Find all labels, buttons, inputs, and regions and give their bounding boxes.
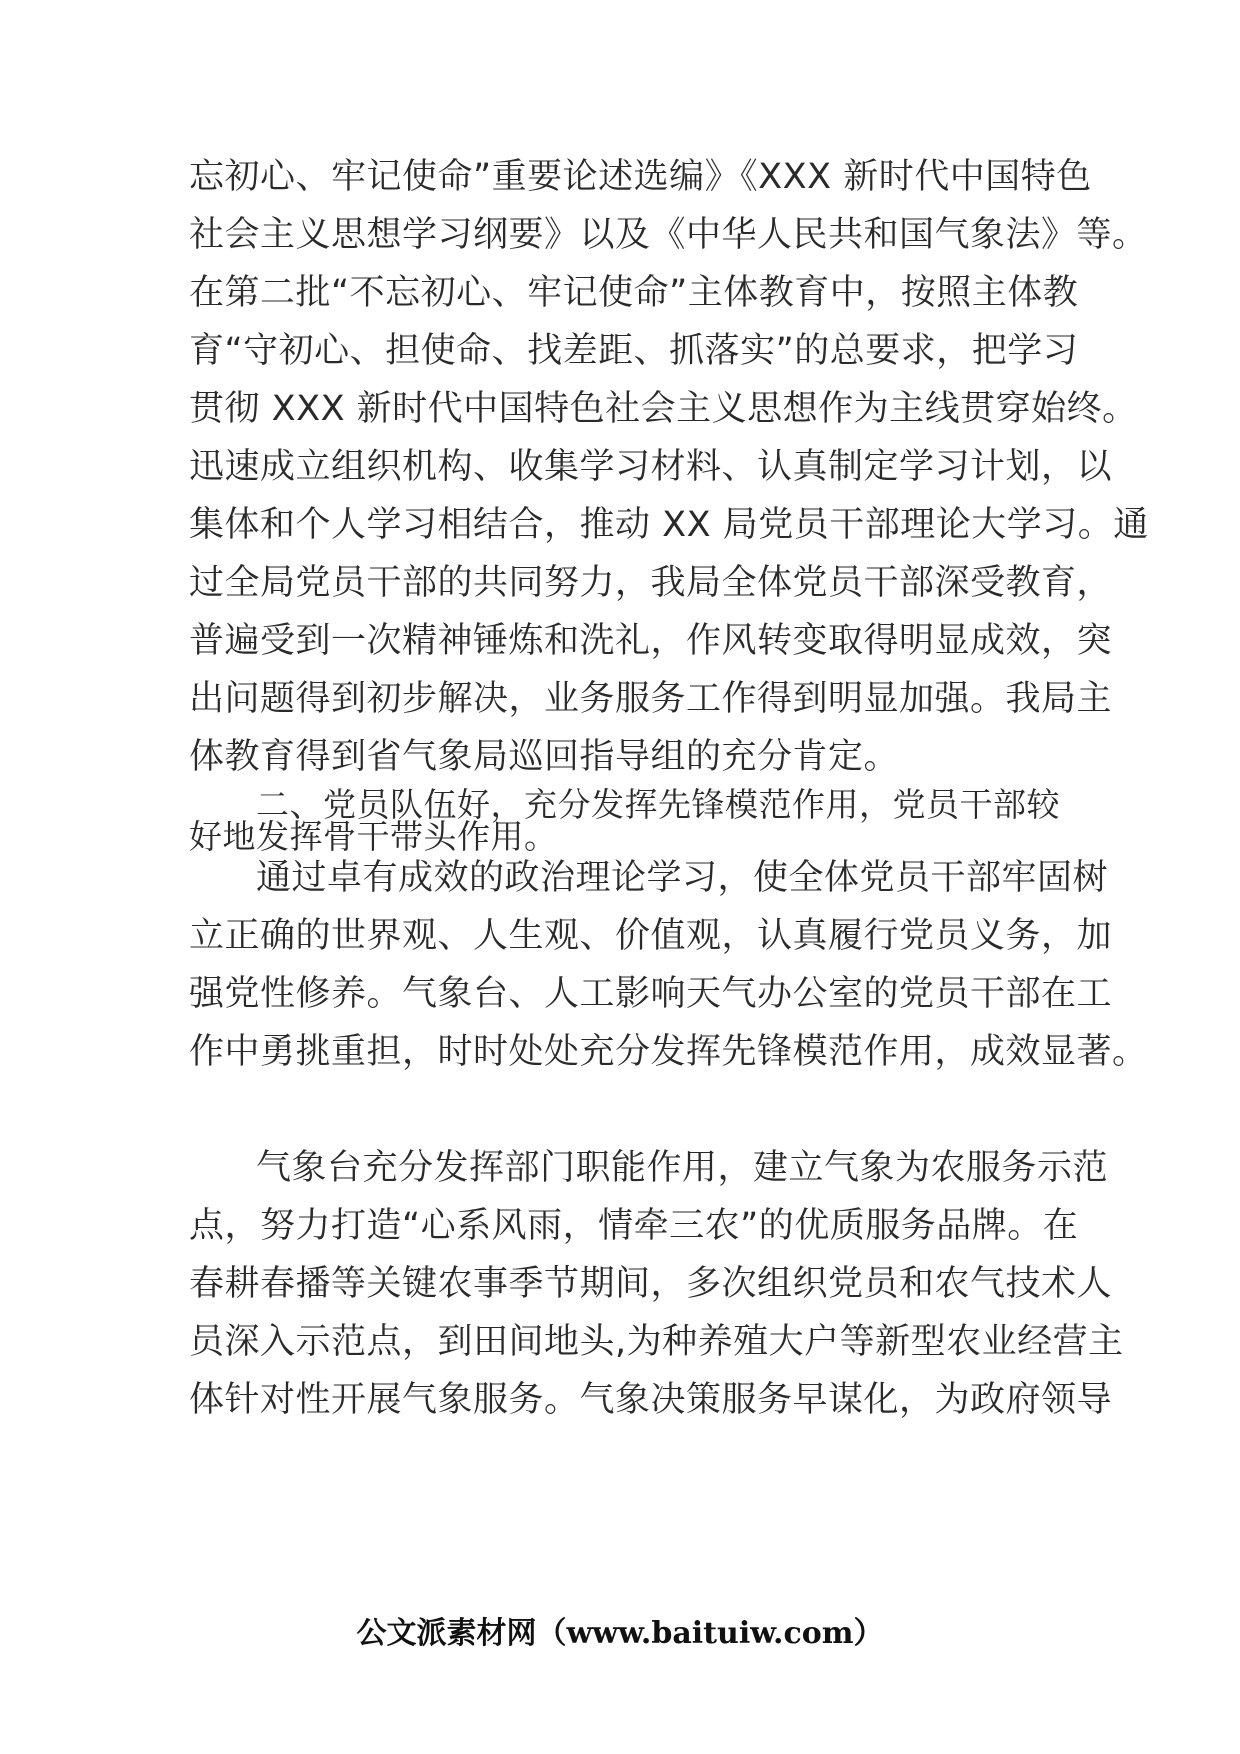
section-heading-2-line-2: 好地发挥骨干带头作用。 [189, 817, 558, 856]
paragraph-1-line-4: 育“守初心、担使命、找差距、抓落实”的总要求，把学习 [189, 331, 1079, 371]
paragraph-1-line-3: 在第二批“不忘初心、牢记使命”主体教育中，按照主体教 [189, 273, 1079, 313]
paragraph-3-line-2: 点，努力打造“心系风雨，情牵三农”的优质服务品牌。在 [189, 1206, 1079, 1246]
paragraph-1-line-8: 过全局党员干部的共同努力，我局全体党员干部深受教育， [189, 563, 1113, 603]
paragraph-3-line-4: 员深入示范点，到田间地头,为种养殖大户等新型农业经营主 [189, 1322, 1124, 1362]
paragraph-2-line-4: 作中勇挑重担，时时处处充分发挥先锋模范作用，成效显著。 [189, 1032, 1148, 1072]
paragraph-1-line-10: 出问题得到初步解决，业务服务工作得到明显加强。我局主 [189, 679, 1113, 719]
page-footer-source: 公文派素材网（www.baituiw.com） [356, 1616, 884, 1651]
paragraph-3-line-3: 春耕春播等关键农事季节期间，多次组织党员和农气技术人 [189, 1264, 1113, 1304]
paragraph-1-line-1: 忘初心、牢记使命”重要论述选编》《XXX 新时代中国特色 [189, 157, 1092, 197]
section-heading-2-line-1: 二、党员队伍好，充分发挥先锋模范作用，党员干部较 [256, 785, 1060, 824]
paragraph-1-line-6: 迅速成立组织机构、收集学习材料、认真制定学习计划，以 [189, 447, 1113, 487]
paragraph-1-line-9: 普遍受到一次精神锤炼和洗礼，作风转变取得明显成效，突 [189, 621, 1113, 661]
paragraph-1-line-11: 体教育得到省气象局巡回指导组的充分肯定。 [189, 737, 900, 777]
paragraph-2-line-3: 强党性修养。气象台、人工影响天气办公室的党员干部在工 [189, 974, 1113, 1014]
paragraph-1-line-2: 社会主义思想学习纲要》以及《中华人民共和国气象法》等。 [189, 215, 1148, 255]
paragraph-3-line-5: 体针对性开展气象服务。气象决策服务早谋化，为政府领导 [189, 1380, 1113, 1420]
paragraph-2-line-2: 立正确的世界观、人生观、价值观，认真履行党员义务，加 [189, 916, 1113, 956]
paragraph-1-line-5: 贯彻 XXX 新时代中国特色社会主义思想作为主线贯穿始终。 [189, 389, 1138, 429]
paragraph-3-line-1: 气象台充分发挥部门职能作用，建立气象为农服务示范 [256, 1148, 1109, 1188]
paragraph-1-line-7: 集体和个人学习相结合，推动 XX 局党员干部理论大学习。通 [189, 505, 1149, 545]
paragraph-2-line-1: 通过卓有成效的政治理论学习，使全体党员干部牢固树 [256, 858, 1109, 898]
